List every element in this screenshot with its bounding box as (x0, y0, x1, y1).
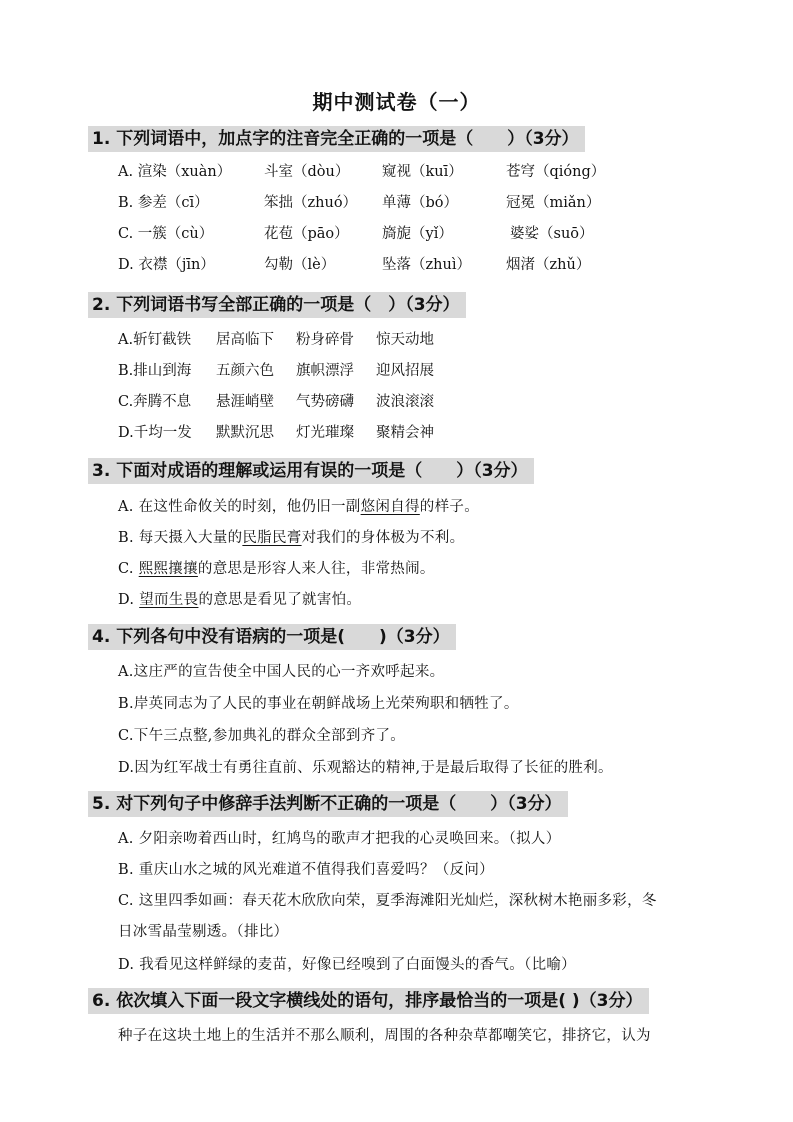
q3-option-c (118, 557, 435, 581)
q3-b-post: 对我们的身体极为不利。 (301, 530, 465, 546)
q2-d-1: D.千均一发 (118, 425, 192, 441)
q3-a-pre: A. 在这性命攸关的时刻，他仍旧一副 (118, 499, 361, 515)
q1-a-3: 窥视（kuī） (382, 164, 463, 180)
q2-c-3: 气势磅礴 (296, 394, 354, 410)
q1-b-3: 单薄（bó） (382, 195, 459, 211)
q2-a-1: A.斩钉截铁 (118, 332, 192, 348)
q1-d-2: 勾勒（lè） (264, 257, 336, 273)
q3-c-post: 的意思是形容人来人往，非常热闹。 (197, 561, 435, 577)
q2-d-3: 灯光璀璨 (296, 425, 354, 441)
q2-a-3: 粉身碎骨 (296, 332, 354, 348)
q5-option-c-line2: 日冰雪晶莹剔透。（排比） (118, 924, 289, 940)
q5-option-c-line1: C. 这里四季如画：春天花木欣欣向荣，夏季海滩阳光灿烂，深秋树木艳丽多彩，冬 (118, 893, 657, 909)
q3-c-pre: C. (118, 561, 139, 577)
question-3-stem: 3. 下面对成语的理解或运用有误的一项是（ ）（3分） (88, 458, 534, 484)
q2-b-2: 五颜六色 (216, 363, 274, 379)
q6-passage-line: 种子在这块土地上的生活并不那么顺利，周围的各种杂草都嘲笑它，排挤它，认为 (118, 1028, 651, 1044)
q1-c-3: 旖旎（yǐ） (382, 226, 453, 242)
q5-option-a: A. 夕阳亲吻着西山时，红鸠鸟的歌声才把我的心灵唤回来。（拟人） (118, 831, 561, 847)
q1-b-2: 笨拙（zhuó） (264, 195, 358, 211)
page-title: 期中测试卷（一） (312, 90, 481, 114)
q3-option-a (118, 495, 479, 519)
q3-a-idiom: 悠闲自得 (360, 499, 420, 515)
q5-option-d: D. 我看见这样鲜绿的麦苗，好像已经嗅到了白面馒头的香气。（比喻） (118, 957, 576, 973)
q3-d-post: 的意思是看见了就害怕。 (198, 592, 362, 608)
q2-b-1: B.排山到海 (118, 363, 192, 379)
q2-d-2: 默默沉思 (216, 425, 274, 441)
q3-b-idiom: 民脂民膏 (242, 530, 302, 546)
q2-c-1: C.奔腾不息 (118, 394, 192, 410)
q2-b-4: 迎风招展 (376, 363, 434, 379)
q1-c-2: 花苞（pāo） (264, 226, 349, 242)
q3-a-post: 的样子。 (419, 499, 479, 515)
q3-d-pre: D. (118, 592, 140, 608)
q3-b-pre: B. 每天摄入大量的 (118, 530, 243, 546)
question-2-stem: 2. 下列词语书写全部正确的一项是（ ）（3分） (88, 292, 466, 318)
q3-d-idiom: 望而生畏 (139, 592, 199, 608)
q2-c-2: 悬涯峭壁 (216, 394, 274, 410)
q1-d-1: D. 衣襟（jīn） (118, 257, 215, 273)
q5-option-b: B. 重庆山水之城的风光难道不值得我们喜爱吗？（反问） (118, 862, 494, 878)
question-1-stem: 1. 下列词语中，加点字的注音完全正确的一项是（ ）（3分） (88, 126, 585, 152)
q3-option-b (118, 526, 464, 550)
question-6-stem: 6. 依次填入下面一段文字横线处的语句，排序最恰当的一项是( )（3分） (88, 988, 649, 1014)
q4-option-a: A.这庄严的宣告使全中国人民的心一齐欢呼起来。 (118, 664, 445, 680)
q2-a-4: 惊天动地 (376, 332, 434, 348)
q1-b-1: B. 参差（cī） (118, 195, 209, 211)
q2-d-4: 聚精会神 (376, 425, 434, 441)
q1-d-3: 坠落（zhuì） (382, 257, 471, 273)
q1-d-4: 烟渚（zhǔ） (506, 257, 591, 273)
q3-c-idiom: 熙熙攘攘 (138, 561, 198, 577)
q1-a-2: 斗室（dòu） (264, 164, 350, 180)
q1-c-1: C. 一簇（cù） (118, 226, 214, 242)
q1-a-1: A. 渲染（xuàn） (118, 164, 232, 180)
q2-b-3: 旗帜漂浮 (296, 363, 354, 379)
q2-c-4: 波浪滚滚 (376, 394, 434, 410)
question-4-stem: 4. 下列各句中没有语病的一项是( )（3分） (88, 624, 456, 650)
q1-a-4: 苍穹（qióng） (506, 164, 606, 180)
q4-option-c: C.下午三点整,参加典礼的群众全部到齐了。 (118, 728, 406, 744)
q1-c-4: 婆娑（suō） (510, 226, 594, 242)
q4-option-b: B.岸英同志为了人民的事业在朝鲜战场上光荣殉职和牺牲了。 (118, 696, 519, 712)
q3-option-d (118, 588, 361, 612)
question-5-stem: 5. 对下列句子中修辞手法判断不正确的一项是（ ）（3分） (88, 791, 568, 817)
q2-a-2: 居高临下 (216, 332, 274, 348)
q4-option-d: D.因为红军战士有勇往直前、乐观豁达的精神,于是最后取得了长征的胜利。 (118, 760, 613, 776)
q1-b-4: 冠冕（miǎn） (506, 195, 601, 211)
